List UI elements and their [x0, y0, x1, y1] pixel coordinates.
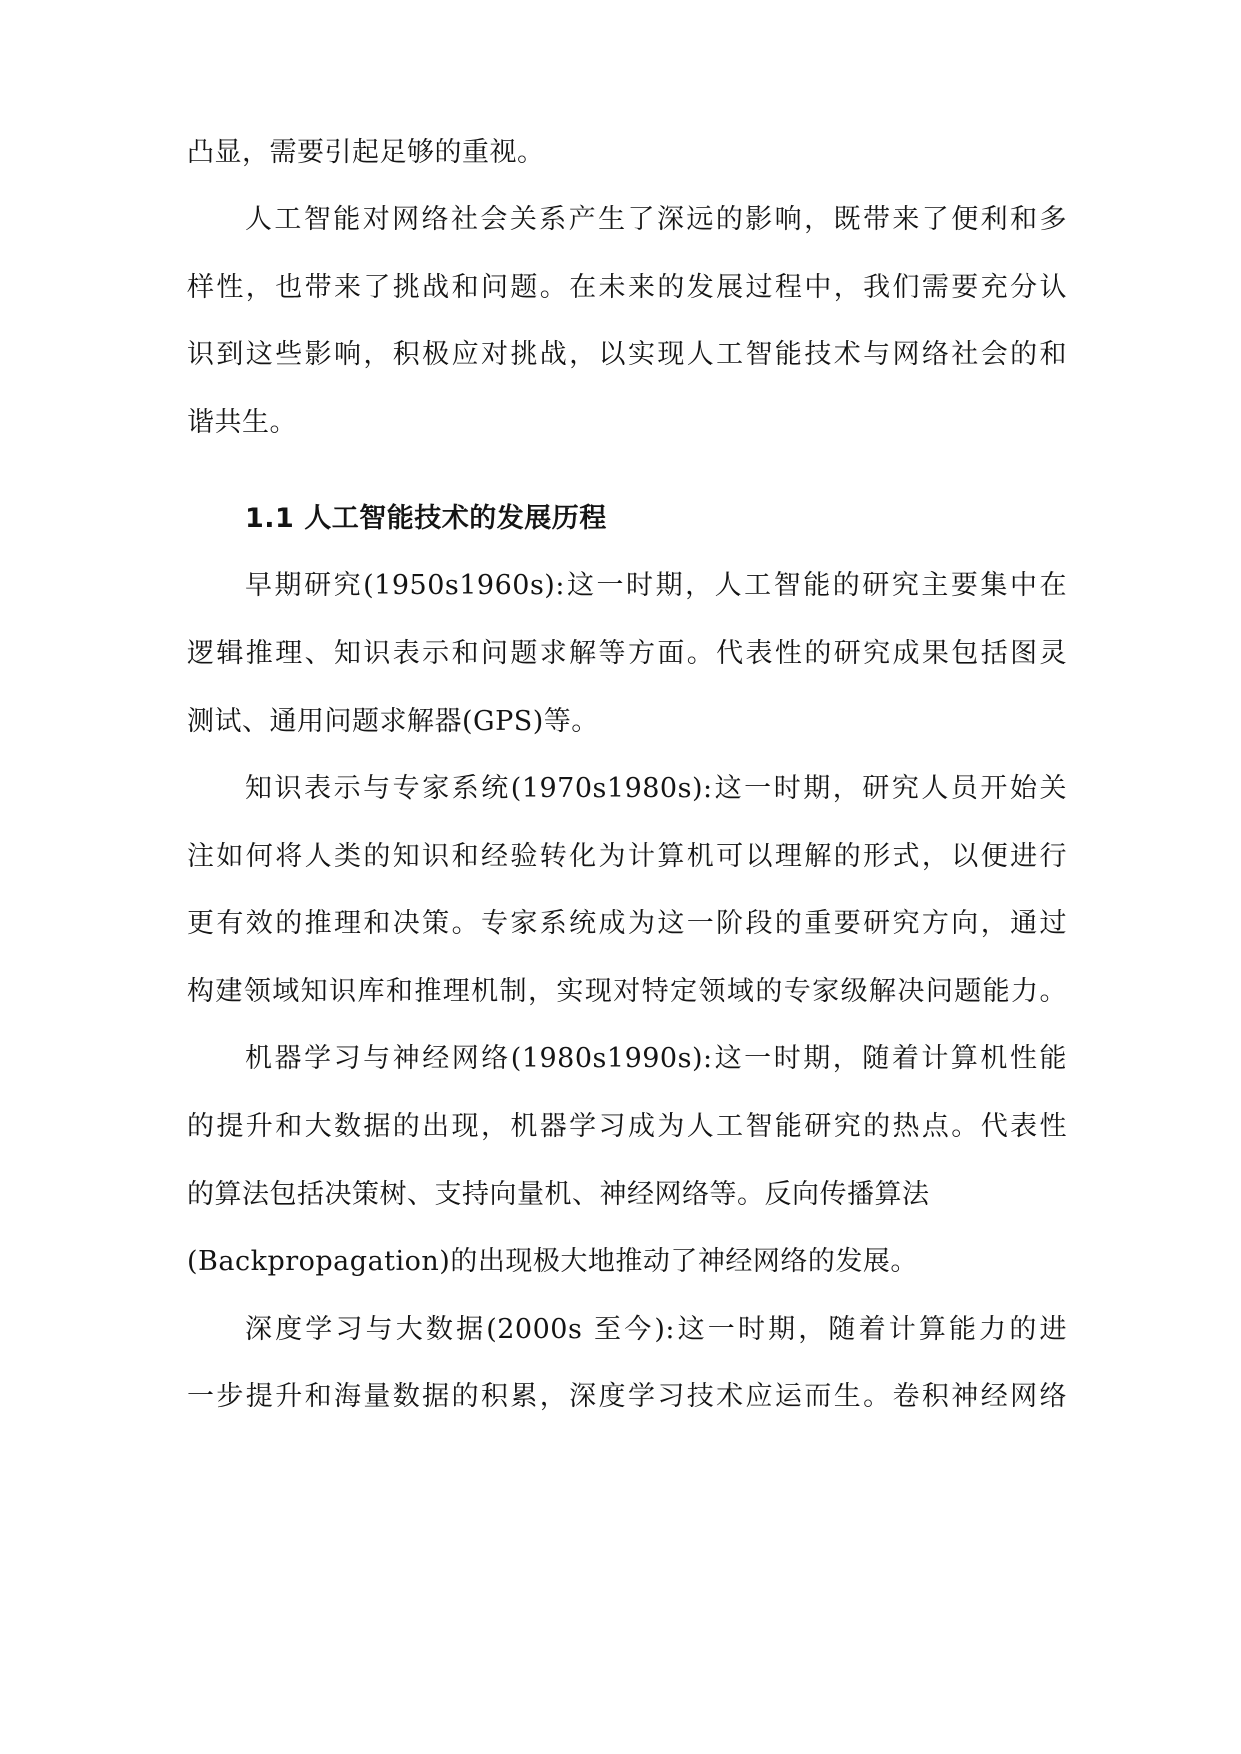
paragraph-line: 谐共生。 — [187, 407, 297, 438]
paragraph-line: 的算法包括决策树、支持向量机、神经网络等。反向传播算法 — [187, 1179, 930, 1210]
paragraph-line: 注如何将人类的知识和经验转化为计算机可以理解的形式，以便进行 — [187, 841, 1067, 872]
paragraph-line: 样性，也带来了挑战和问题。在未来的发展过程中，我们需要充分认 — [187, 272, 1067, 303]
paragraph-line: 逻辑推理、知识表示和问题求解等方面。代表性的研究成果包括图灵 — [187, 638, 1067, 669]
paragraph-line: 机器学习与神经网络(1980s1990s):这一时期，随着计算机性能 — [245, 1043, 1067, 1074]
section-heading: 1.1 人工智能技术的发展历程 — [245, 503, 607, 534]
paragraph-line: 构建领域知识库和推理机制，实现对特定领域的专家级解决问题能力。 — [187, 976, 1067, 1007]
paragraph-line: 更有效的推理和决策。专家系统成为这一阶段的重要研究方向，通过 — [187, 908, 1067, 939]
paragraph-line: 深度学习与大数据(2000s 至今):这一时期，随着计算能力的进 — [245, 1314, 1067, 1345]
paragraph-line: (Backpropagation)的出现极大地推动了神经网络的发展。 — [187, 1246, 918, 1277]
paragraph-line: 一步提升和海量数据的积累，深度学习技术应运而生。卷积神经网络 — [187, 1381, 1067, 1412]
paragraph-line: 测试、通用问题求解器(GPS)等。 — [187, 706, 599, 737]
paragraph-line: 知识表示与专家系统(1970s1980s):这一时期，研究人员开始关 — [245, 773, 1067, 804]
paragraph-line: 人工智能对网络社会关系产生了深远的影响，既带来了便利和多 — [245, 204, 1067, 235]
paragraph-line: 凸显，需要引起足够的重视。 — [187, 137, 545, 168]
paragraph-line: 识到这些影响，积极应对挑战，以实现人工智能技术与网络社会的和 — [187, 339, 1067, 370]
paragraph-line: 的提升和大数据的出现，机器学习成为人工智能研究的热点。代表性 — [187, 1111, 1067, 1142]
paragraph-line: 早期研究(1950s1960s):这一时期，人工智能的研究主要集中在 — [245, 570, 1067, 601]
